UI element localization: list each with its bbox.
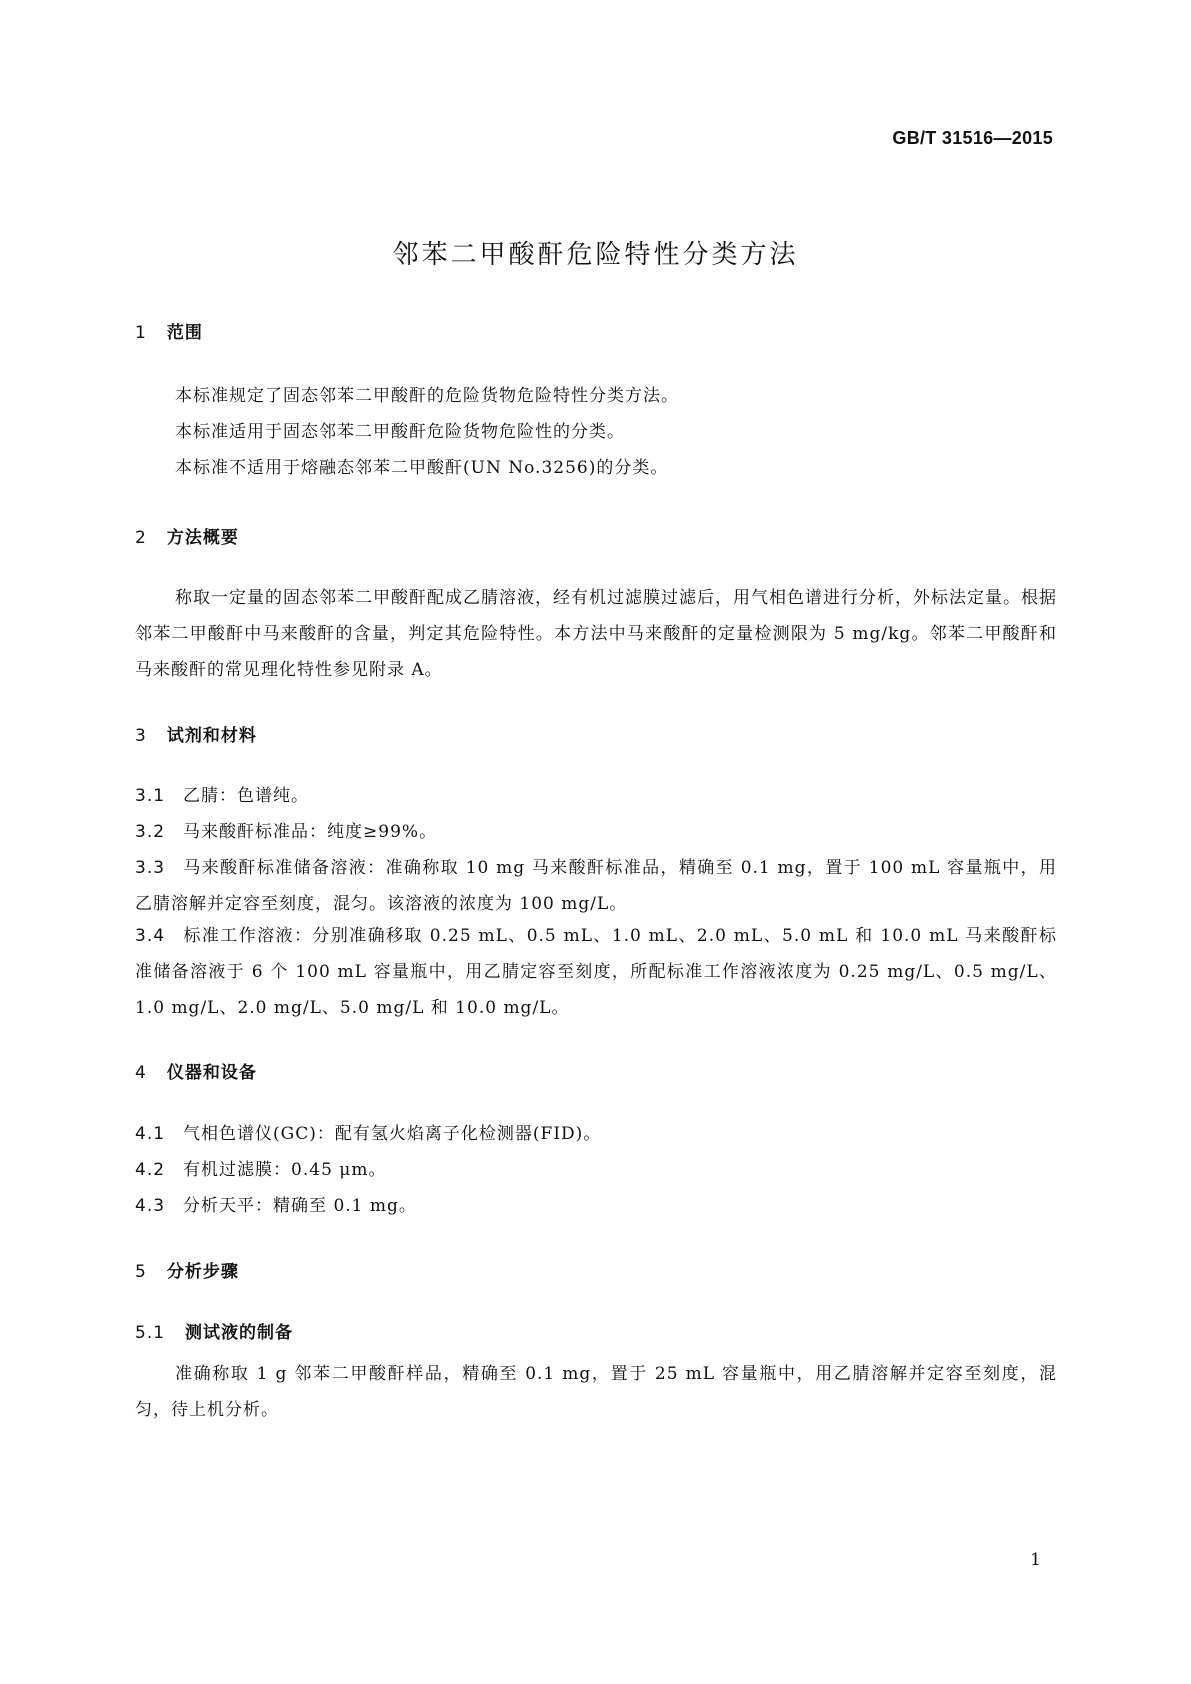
section-4-heading bbox=[135, 1058, 257, 1083]
section-2-heading bbox=[135, 523, 239, 548]
clause-text: 乙腈：色谱纯。 bbox=[183, 786, 310, 806]
paragraph: 本标准适用于固态邻苯二甲酸酐危险货物危险性的分类。 bbox=[175, 422, 625, 442]
clause-number: 3.1 bbox=[135, 786, 166, 806]
section-title: 方法概要 bbox=[166, 528, 239, 548]
clause-number: 4.3 bbox=[135, 1196, 166, 1216]
clause-item bbox=[135, 850, 1057, 922]
paragraph: 称取一定量的固态邻苯二甲酸酐配成乙腈溶液，经有机过滤膜过滤后，用气相色谱进行分析，外标法定量。根据邻苯二甲酸酐中马来酸酐的含量，判定其危险特性。本方法中马来酸酐的定量检测限为 5 mg/kg。邻苯二甲酸酐和马来酸酐的常见理化特性参见附录 A。 bbox=[135, 588, 1057, 680]
section-number: 4 bbox=[135, 1063, 147, 1083]
subsection-5-1-heading bbox=[135, 1318, 293, 1343]
clause-item bbox=[135, 918, 1057, 1026]
clause-text: 气相色谱仪(GC)：配有氢火焰离子化检测器(FID)。 bbox=[183, 1124, 602, 1144]
document-title: 邻苯二甲酸酐危险特性分类方法 bbox=[392, 240, 799, 270]
subsection-number: 5.1 bbox=[135, 1323, 166, 1343]
section-title: 仪器和设备 bbox=[166, 1063, 257, 1083]
paragraph: 本标准规定了固态邻苯二甲酸酐的危险货物危险特性分类方法。 bbox=[175, 386, 679, 406]
paragraph: 准确称取 1 g 邻苯二甲酸酐样品，精确至 0.1 mg，置于 25 mL 容量瓶中，用乙腈溶解并定容至刻度，混匀，待上机分析。 bbox=[135, 1364, 1057, 1420]
clause-number: 4.1 bbox=[135, 1124, 166, 1144]
clause-number: 4.2 bbox=[135, 1160, 166, 1180]
clause-number: 3.4 bbox=[135, 926, 166, 946]
section-number: 3 bbox=[135, 726, 147, 746]
clause-text: 分析天平：精确至 0.1 mg。 bbox=[183, 1196, 417, 1216]
clause-text: 有机过滤膜：0.45 μm。 bbox=[183, 1160, 387, 1180]
section-5-heading bbox=[135, 1257, 239, 1282]
section-title: 分析步骤 bbox=[166, 1262, 239, 1282]
clause-item bbox=[135, 778, 1057, 814]
clause-item bbox=[135, 1152, 1057, 1188]
section-number: 1 bbox=[135, 323, 147, 343]
clause-text: 马来酸酐标准储备溶液：准确称取 10 mg 马来酸酐标准品，精确至 0.1 mg，置于 100 mL 容量瓶中，用乙腈溶解并定容至刻度，混匀。该溶液的浓度为 100 mg/L。 bbox=[135, 858, 1057, 914]
paragraph: 本标准不适用于熔融态邻苯二甲酸酐(UN No.3256)的分类。 bbox=[175, 458, 669, 478]
page-number: 1 bbox=[1030, 1550, 1041, 1570]
section-title: 范围 bbox=[166, 323, 203, 343]
section-1-heading bbox=[135, 318, 203, 343]
section-3-heading bbox=[135, 721, 257, 746]
section-title: 试剂和材料 bbox=[166, 726, 257, 746]
clause-item bbox=[135, 1188, 1057, 1224]
clause-text: 马来酸酐标准品：纯度≥99%。 bbox=[183, 822, 438, 842]
clause-number: 3.2 bbox=[135, 822, 166, 842]
clause-item bbox=[135, 1116, 1057, 1152]
clause-item bbox=[135, 814, 1057, 850]
standard-code: GB/T 31516—2015 bbox=[892, 128, 1053, 148]
clause-text: 标准工作溶液：分别准确移取 0.25 mL、0.5 mL、1.0 mL、2.0 mL、5.0 mL 和 10.0 mL 马来酸酐标准储备溶液于 6 个 100 mL 容量瓶中，用乙腈定容至刻度，所配标准工作溶液浓度为 0.25 mg/L、0.5 mg/L、1.0 mg/L、2.0 mg/L、5.0 mg/L 和 10.0 mg/L。 bbox=[135, 926, 1057, 1018]
section-number: 5 bbox=[135, 1262, 147, 1282]
section-number: 2 bbox=[135, 528, 147, 548]
subsection-title: 测试液的制备 bbox=[185, 1323, 294, 1343]
clause-number: 3.3 bbox=[135, 858, 166, 878]
